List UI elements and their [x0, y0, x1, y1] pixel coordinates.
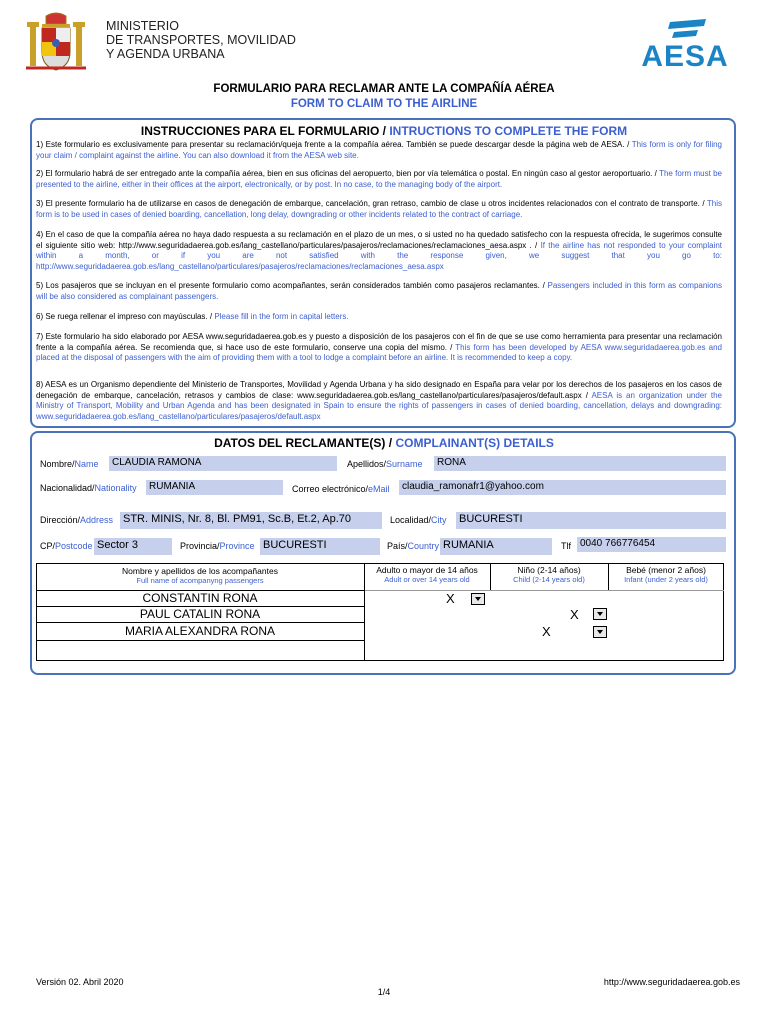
footer-url: http://www.seguridadaerea.gob.es: [603, 977, 740, 987]
instruction-item: 5) Los pasajeros que se incluyan en el presente formulario como acompañantes, serán considerados también como pasajeros reclamantes. / Passengers included in this form as companions will be also considered as complainant passengers.: [36, 281, 722, 301]
ministry-line: MINISTERIO: [106, 19, 179, 33]
companion-name[interactable]: CONSTANTIN RONA: [142, 591, 258, 605]
child-select-dropdown[interactable]: [593, 608, 607, 620]
phone-field[interactable]: 0040 766776454: [577, 537, 726, 552]
name-field[interactable]: CLAUDIA RAMONA: [109, 456, 337, 471]
col-infant-es: Bebé (menor 2 años): [626, 565, 706, 575]
title-separator: /: [385, 436, 396, 450]
child-mark: X: [542, 624, 551, 639]
col-child-header: [490, 565, 608, 585]
nationality-label: Nacionalidad/Nationality: [40, 483, 137, 493]
child-mark: X: [570, 607, 579, 622]
name-label: Nombre/Name: [40, 459, 99, 469]
ministry-name: [106, 19, 296, 61]
instruction-item: 4) En el caso de que la compañía aérea no haya dado respuesta a su reclamación en el plazo de un mes, o si usted no ha quedado satisfecho con la respuesta ofrecida, le sugerimos consulte el siguiente sitio web: http://www.seguridadaerea.gob.es/lang_castellano/particulares/pasajeros/reclamaciones/reclamaciones_aesa.aspx . / If the airline has not responded to your complaint within a month, or if you are not satisfied with the response given, we suggest that you go to: http://www.seguridadaerea.gob.es/lang_castellano/particulares/pasajeros/reclamaciones/reclamaciones_aesa.aspx: [36, 230, 722, 271]
instruction-item: 3) El presente formulario ha de utilizarse en casos de denegación de embarque, cancelación, gran retraso, cambio de clase u otros incidentes relacionados con el contrato de transporte. / This form is to be used in cases of denied boarding, cancellation, long delay, downgrading or other incidents related to the contract of carriage.: [36, 199, 722, 219]
col-infant-header: [608, 565, 724, 585]
form-title-en: FORM TO CLAIM TO THE AIRLINE: [290, 98, 478, 110]
footer-version: Versión 02. Abril 2020: [36, 977, 124, 987]
postcode-label: CP/Postcode: [40, 541, 93, 551]
phone-label: Tlf: [561, 541, 571, 551]
city-field[interactable]: BUCURESTI: [456, 512, 726, 529]
instruction-item: 8) AESA es un Organismo dependiente del Ministerio de Transportes, Movilidad y Agenda Urbana y ha sido designado en España para velar por los derechos de los pasajeros en los casos de denegación de embarque, cancelación, retrasos y cambios de clase: www.seguridadaerea.gob.es/lang_castellano/particulares/pasajeros/default.aspx / AESA is an organization under the Ministry of Transport, Mobility and Urban Agenda and has been designated in Spain to ensure the rights of passengers in cases of denied boarding, cancellation, delays and downgrading: www.seguridadaerea.gob.es/lang_castellano/particulares/pasajeros/default.aspx: [36, 380, 723, 421]
ministry-line: DE TRANSPORTES, MOVILIDAD: [106, 33, 296, 47]
child-select-dropdown[interactable]: [593, 626, 607, 638]
ministry-line: Y AGENDA URBANA: [106, 47, 225, 61]
col-name-header: [36, 566, 364, 586]
adult-mark: X: [446, 591, 455, 606]
address-label: Dirección/Address: [40, 515, 114, 525]
address-field[interactable]: STR. MINIS, Nr. 8, Bl. PM91, Sc.B, Et.2, Ap.70: [120, 512, 382, 529]
aesa-logo-text: AESA: [641, 40, 729, 73]
coat-of-arms-logo: [24, 12, 88, 76]
complainant-title: [0, 436, 768, 450]
title-separator: /: [379, 124, 390, 138]
col-name-en: Full name of acompanyng passengers: [136, 576, 264, 585]
postcode-field[interactable]: Sector 3: [94, 538, 172, 555]
surname-label: Apellidos/Surname: [347, 459, 423, 469]
col-infant-en: Infant (under 2 years old): [624, 575, 708, 584]
table-divider: [365, 590, 724, 591]
surname-field[interactable]: RONA: [434, 456, 726, 471]
city-label: Localidad/City: [390, 515, 447, 525]
email-label: Correo electrónico/eMail: [292, 484, 390, 494]
province-field[interactable]: BUCURESTI: [260, 538, 380, 555]
form-title: FORMULARIO PARA RECLAMAR ANTE LA COMPAÑÍA AÉREA: [213, 83, 555, 95]
complainant-title-es: DATOS DEL RECLAMANTE(S): [214, 436, 386, 450]
country-field[interactable]: RUMANIA: [440, 538, 552, 555]
col-adult-header: [364, 565, 490, 585]
instructions-title: [0, 124, 768, 138]
country-label: País/Country: [387, 541, 440, 551]
instruction-item: 2) El formulario habrá de ser entregado ante la compañía aérea, bien en sus oficinas del aeropuerto, bien por vía telemática o postal. En ningún caso al gestor aeroportuario. / The form must be presented to the airline, either in their offices at the airport, electronically, or by post. In no case, to the managing body of the airport.: [36, 169, 722, 189]
col-child-en: Child (2-14 years old): [513, 575, 585, 584]
instructions-title-es: INSTRUCCIONES PARA EL FORMULARIO: [140, 124, 380, 138]
aesa-logo: [640, 18, 730, 76]
province-label: Provincia/Province: [180, 541, 255, 551]
companion-name[interactable]: MARIA ALEXANDRA RONA: [124, 624, 276, 638]
email-field[interactable]: claudia_ramonafr1@yahoo.com: [399, 480, 726, 495]
instruction-item: 6) Se ruega rellenar el impreso con mayúsculas. / Please fill in the form in capital letters.: [36, 312, 349, 321]
table-divider: [36, 622, 365, 623]
companion-name[interactable]: PAUL CATALIN RONA: [139, 607, 261, 621]
adult-select-dropdown[interactable]: [471, 593, 485, 605]
col-adult-en: Adult or over 14 years old: [384, 575, 470, 584]
col-adult-es: Adulto o mayor de 14 años: [376, 565, 478, 575]
instruction-item: 7) Este formulario ha sido elaborado por AESA www.seguridadaerea.gob.es y puesto a disposición de los pasajeros con el fin de que se use como herramienta para presentar una reclamación frente a la compañía aérea. Se recomienda que, si hace uso de este formulario, conserve una copia del mismo. / This form has been developed by AESA www.seguridadaerea.gob.es and placed at the disposal of passengers with the aim of providing them with a tool to lodge a complaint before an airline. It is recommended to keep a copy.: [36, 332, 722, 362]
nationality-field[interactable]: RUMANIA: [146, 480, 283, 495]
footer-page-number: 1/4: [377, 987, 391, 997]
table-divider: [36, 640, 365, 641]
col-child-es: Niño (2-14 años): [517, 565, 581, 575]
instructions-title-en: INTRUCTIONS TO COMPLETE THE FORM: [389, 124, 628, 138]
instruction-item: 1) Este formulario es exclusivamente para presentar su reclamación/queja frente a la compañía aérea. También se puede descargar desde la página web de AESA. / This form is only for filing your claim / complaint against the airline. You can also download it from the AESA web site.: [36, 140, 722, 160]
complainant-title-en: COMPLAINANT(S) DETAILS: [395, 436, 554, 450]
col-name-es: Nombre y apellidos de los acompañantes: [122, 566, 278, 576]
